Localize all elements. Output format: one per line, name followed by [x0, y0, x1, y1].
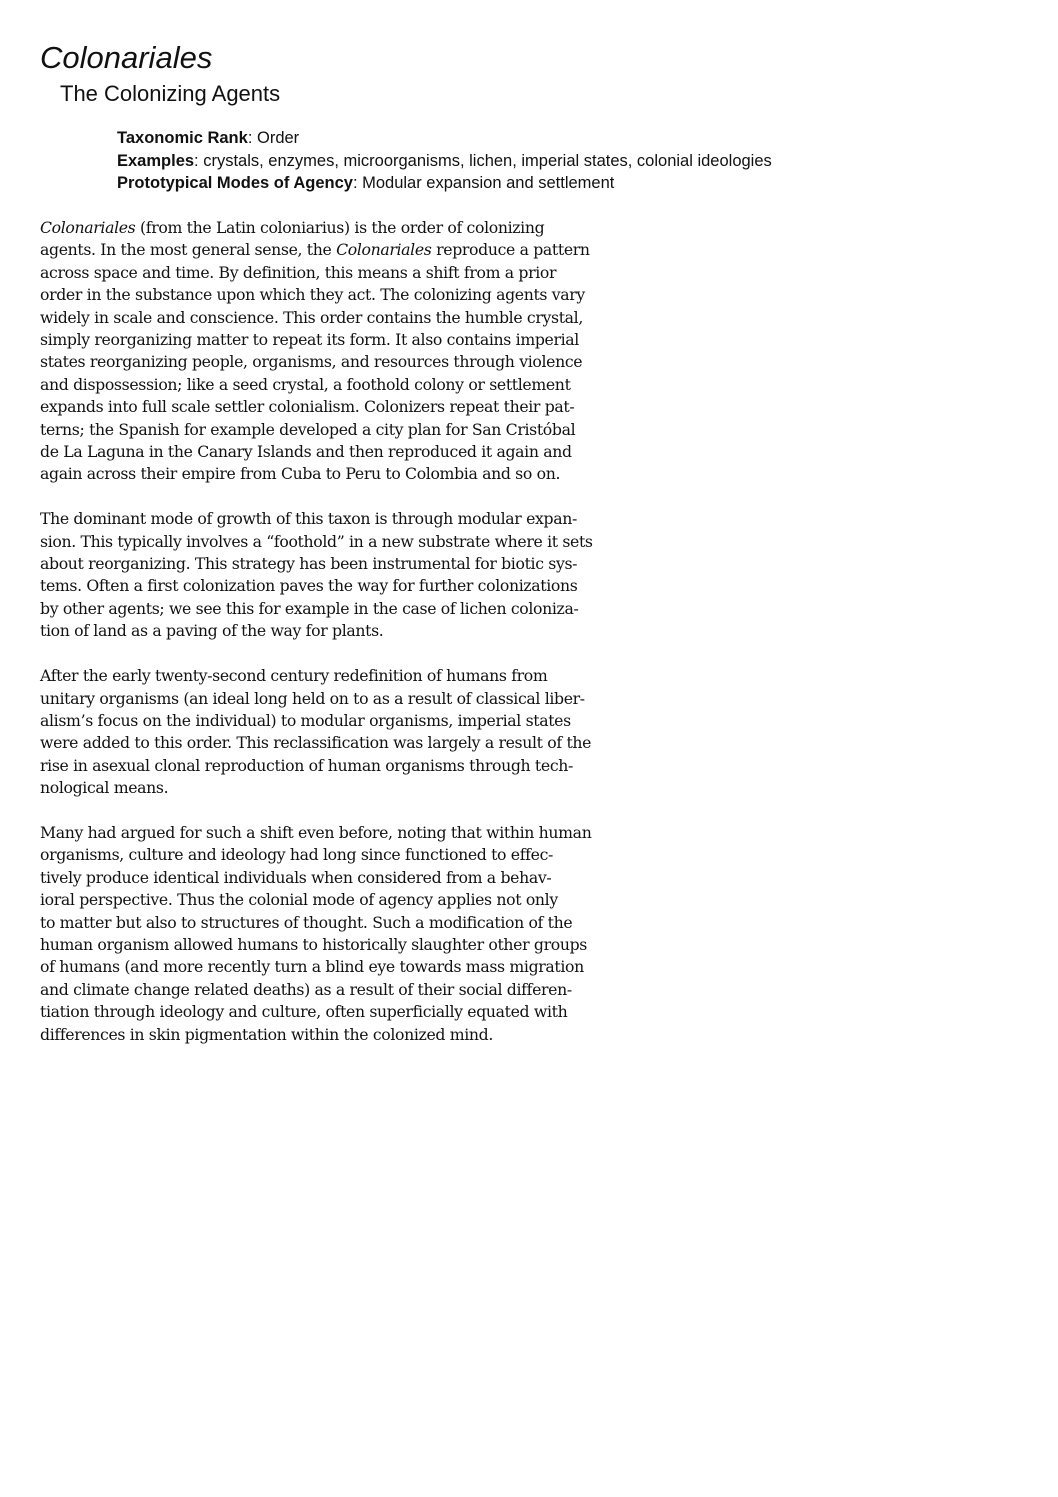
entry-title: Colonariales — [40, 40, 213, 75]
line-text: and climate change related deaths) as a result of their social differen- — [40, 979, 572, 999]
text-line — [40, 351, 690, 373]
line-text: (from the Latin coloniarius) is the order of colonizing — [135, 218, 545, 237]
text-line — [40, 665, 690, 687]
meta-row-taxonomic-rank — [117, 127, 772, 150]
meta-separator: : — [247, 129, 257, 147]
taxon-name: Colonariales — [40, 218, 136, 237]
text-line — [40, 239, 690, 261]
text-line — [40, 732, 690, 754]
line-text: tion of land as a paving of the way for plants. — [40, 621, 384, 641]
line-text: again across their empire from Cuba to Peru to Colombia and so on. — [40, 464, 561, 484]
body-paragraph — [40, 508, 690, 642]
line-text: agents. In the most general sense, the — [40, 240, 337, 260]
taxon-name: Colonariales — [336, 240, 432, 260]
text-line — [40, 912, 690, 934]
text-line — [40, 575, 690, 597]
text-line — [40, 844, 690, 866]
line-text: were added to this order. This reclassification was largely a result of the — [40, 733, 592, 753]
text-line — [40, 419, 690, 441]
line-text: simply reorganizing matter to repeat its form. It also contains imperial — [40, 330, 579, 350]
text-line — [40, 777, 690, 799]
text-line — [40, 889, 690, 911]
meta-separator: : — [194, 151, 204, 170]
line-text: nological means. — [40, 778, 169, 798]
line-text: After the early twenty-second century redefinition of humans from — [40, 666, 548, 686]
meta-separator: : — [352, 174, 363, 192]
body-text — [40, 217, 690, 1068]
text-line — [40, 979, 690, 1001]
line-text: across space and time. By definition, this means a shift from a prior — [40, 262, 557, 282]
text-line — [40, 710, 690, 732]
meta-value: Modular expansion and settlement — [362, 174, 615, 192]
meta-key: Taxonomic Rank — [117, 129, 248, 147]
text-line — [40, 688, 690, 710]
text-line — [40, 598, 690, 620]
text-line — [40, 755, 690, 777]
meta-key: Prototypical Modes of Agency — [117, 174, 353, 192]
line-text: terns; the Spanish for example developed a city plan for San Cristóbal — [40, 419, 576, 439]
line-text: ioral perspective. Thus the colonial mode of agency applies not only — [40, 890, 558, 910]
line-text: reproduce a pattern — [431, 240, 590, 260]
line-text: widely in scale and conscience. This order contains the humble crystal, — [40, 307, 583, 327]
line-text: differences in skin pigmentation within the colonized mind. — [40, 1024, 494, 1044]
line-text: alism’s focus on the individual) to modular organisms, imperial states — [40, 710, 571, 730]
line-text: of humans (and more recently turn a blind eye towards mass migration — [40, 957, 584, 977]
text-line — [40, 217, 690, 239]
text-line — [40, 934, 690, 956]
line-text: tems. Often a first colonization paves the way for further colonizations — [40, 576, 578, 596]
entry-subtitle: The Colonizing Agents — [60, 81, 281, 106]
meta-value: Order — [256, 129, 300, 147]
line-text: tiation through ideology and culture, often superficially equated with — [40, 1002, 568, 1022]
meta-value: crystals, enzymes, microorganisms, lichen, imperial states, colonial ideologies — [203, 151, 772, 170]
taxonomy-metadata — [117, 127, 772, 195]
body-paragraph — [40, 665, 690, 799]
text-line — [40, 374, 690, 396]
line-text: rise in asexual clonal reproduction of human organisms through tech- — [40, 755, 573, 775]
text-line — [40, 307, 690, 329]
meta-row-modes-of-agency — [117, 172, 772, 195]
line-text: The dominant mode of growth of this taxon is through modular expan- — [40, 509, 577, 529]
meta-row-examples — [117, 150, 772, 173]
text-line — [40, 508, 690, 530]
body-paragraph — [40, 822, 690, 1046]
line-text: organisms, culture and ideology had long since functioned to effec- — [40, 845, 553, 865]
line-text: sion. This typically involves a “foothold” in a new substrate where it sets — [40, 531, 593, 551]
text-line — [40, 956, 690, 978]
line-text: Many had argued for such a shift even before, noting that within human — [40, 822, 592, 842]
line-text: states reorganizing people, organisms, and resources through violence — [40, 352, 583, 372]
line-text: human organism allowed humans to historically slaughter other groups — [40, 934, 587, 954]
body-paragraph — [40, 217, 690, 486]
line-text: about reorganizing. This strategy has been instrumental for biotic sys- — [40, 554, 578, 574]
text-line — [40, 463, 690, 485]
text-line — [40, 867, 690, 889]
text-line — [40, 620, 690, 642]
meta-key: Examples — [117, 151, 195, 170]
text-line — [40, 329, 690, 351]
text-line — [40, 553, 690, 575]
text-line — [40, 284, 690, 306]
line-text: to matter but also to structures of thought. Such a modification of the — [40, 912, 573, 932]
line-text: and dispossession; like a seed crystal, a foothold colony or settlement — [40, 374, 571, 394]
text-line — [40, 531, 690, 553]
line-text: tively produce identical individuals when considered from a behav- — [40, 867, 552, 887]
text-line — [40, 1001, 690, 1023]
text-line — [40, 1024, 690, 1046]
line-text: de La Laguna in the Canary Islands and then reproduced it again and — [40, 442, 572, 462]
text-line — [40, 822, 690, 844]
text-line — [40, 441, 690, 463]
line-text: order in the substance upon which they act. The colonizing agents vary — [40, 285, 585, 305]
line-text: by other agents; we see this for example in the case of lichen coloniza- — [40, 598, 579, 618]
text-line — [40, 262, 690, 284]
line-text: unitary organisms (an ideal long held on to as a result of classical liber- — [40, 688, 585, 708]
text-line — [40, 396, 690, 418]
line-text: expands into full scale settler colonialism. Colonizers repeat their pat- — [40, 397, 575, 417]
